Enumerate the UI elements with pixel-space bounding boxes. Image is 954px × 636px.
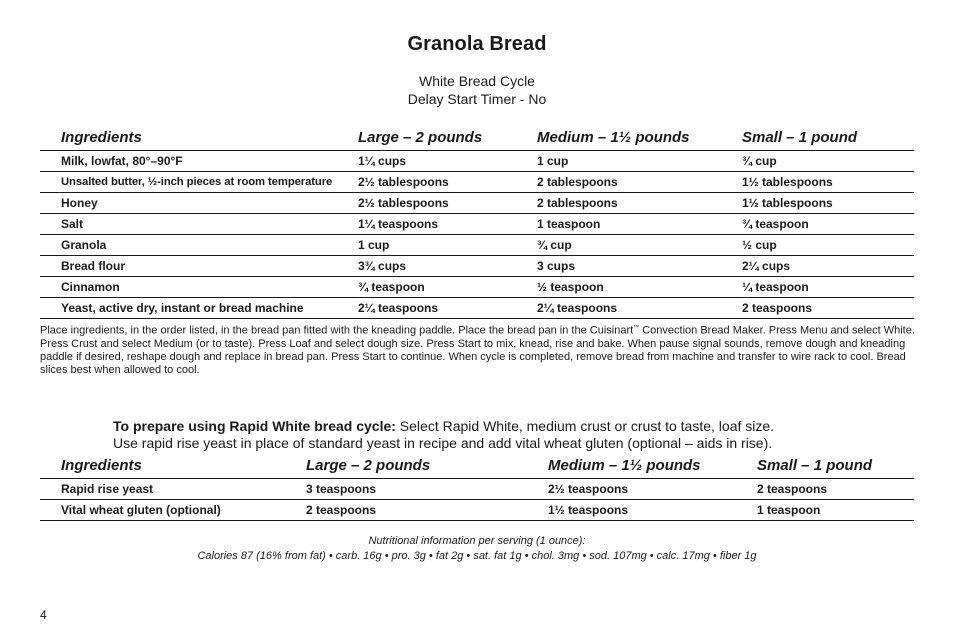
medium-amount: 1½ teaspoons xyxy=(548,500,757,521)
medium-amount: 1 teaspoon xyxy=(537,214,742,235)
page-number: 4 xyxy=(40,608,47,622)
medium-amount: ¾ cup xyxy=(537,235,742,256)
table-row xyxy=(40,151,914,172)
small-amount: ½ cup xyxy=(742,235,914,256)
header-large: Large – 2 pounds xyxy=(306,456,548,479)
header-medium: Medium – 1½ pounds xyxy=(537,128,742,151)
large-amount: ¾ teaspoon xyxy=(358,277,537,298)
rapid-line-1 xyxy=(113,418,933,435)
header-ingredients: Ingredients xyxy=(40,456,306,479)
small-amount: ¾ teaspoon xyxy=(742,214,914,235)
cycle-setting: White Bread Cycle xyxy=(419,73,535,89)
nutrition-heading: Nutritional information per serving (1 ounce): xyxy=(368,535,586,547)
ingredient-name: Granola xyxy=(40,235,358,256)
directions-text: Convection Bread Maker. Press Menu and select White. Press Crust and select Medium (or to taste). Press Loaf and select dough size. Press Start to mix, knead, rise and bake. When pause signal sounds, remove dough and kneading paddle if desired, reshape dough and replace in bread pan. Press Start to continue. When cycle is completed, remove bread from machine and transfer to wire rack to cool. Bread slices best when allowed to cool. xyxy=(40,324,915,376)
large-amount: 1 cup xyxy=(358,235,537,256)
ingredient-name: Vital wheat gluten (optional) xyxy=(40,500,306,521)
table-row xyxy=(40,298,914,319)
large-amount: 1¼ teaspoons xyxy=(358,214,537,235)
small-amount: 1½ tablespoons xyxy=(742,193,914,214)
rapid-cycle-instructions xyxy=(113,418,933,452)
header-ingredients: Ingredients xyxy=(40,128,358,151)
medium-amount: 2 tablespoons xyxy=(537,172,742,193)
rapid-line-2: Use rapid rise yeast in place of standard yeast in recipe and add vital wheat gluten (optional – aids in rise). xyxy=(113,435,773,451)
ingredient-name: Honey xyxy=(40,193,358,214)
medium-amount: 2 tablespoons xyxy=(537,193,742,214)
medium-amount: ½ teaspoon xyxy=(537,277,742,298)
large-amount: 3 teaspoons xyxy=(306,479,548,500)
large-amount: 2½ tablespoons xyxy=(358,172,537,193)
table-row xyxy=(40,172,914,193)
small-amount: 1 teaspoon xyxy=(757,500,914,521)
header-small: Small – 1 pound xyxy=(742,128,914,151)
nutrition-facts: Calories 87 (16% from fat) • carb. 16g • pro. 3g • fat 2g • sat. fat 1g • chol. 3mg • sod. 107mg • calc. 17mg • fiber 1g xyxy=(197,550,757,562)
medium-amount: 3 cups xyxy=(537,256,742,277)
rapid-lead: To prepare using Rapid White bread cycle: xyxy=(113,418,396,434)
table-header-row xyxy=(40,128,914,151)
medium-amount: 1 cup xyxy=(537,151,742,172)
trademark-symbol: ™ xyxy=(633,325,640,331)
directions-text: Place ingredients, in the order listed, in the bread pan fitted with the kneading paddle. Place the bread pan in the Cuisinart xyxy=(40,324,634,337)
ingredient-name: Unsalted butter, ½-inch pieces at room temperature xyxy=(40,172,358,193)
rapid-line-1-text: Select Rapid White, medium crust or crust to taste, loaf size. xyxy=(395,418,775,434)
ingredients-table xyxy=(40,128,914,319)
rapid-ingredients-table xyxy=(40,456,914,521)
small-amount: 2 teaspoons xyxy=(742,298,914,319)
ingredient-name: Milk, lowfat, 80°–90°F xyxy=(40,151,358,172)
table-row xyxy=(40,235,914,256)
small-amount: ¼ teaspoon xyxy=(742,277,914,298)
small-amount: 2¼ cups xyxy=(742,256,914,277)
header-medium: Medium – 1½ pounds xyxy=(548,456,757,479)
large-amount: 2¼ teaspoons xyxy=(358,298,537,319)
table-row xyxy=(40,277,914,298)
header-large: Large – 2 pounds xyxy=(358,128,537,151)
recipe-title: Granola Bread xyxy=(407,33,547,55)
header-small: Small – 1 pound xyxy=(757,456,914,479)
delay-timer-setting: Delay Start Timer - No xyxy=(407,91,547,107)
ingredient-name: Yeast, active dry, instant or bread machine xyxy=(40,298,358,319)
table-row xyxy=(40,500,914,521)
ingredient-name: Cinnamon xyxy=(40,277,358,298)
table-row xyxy=(40,193,914,214)
table-row xyxy=(40,479,914,500)
large-amount: 1¼ cups xyxy=(358,151,537,172)
ingredient-name: Rapid rise yeast xyxy=(40,479,306,500)
large-amount: 3¾ cups xyxy=(358,256,537,277)
large-amount: 2½ tablespoons xyxy=(358,193,537,214)
directions-paragraph xyxy=(40,322,920,377)
table-row xyxy=(40,256,914,277)
ingredient-name: Bread flour xyxy=(40,256,358,277)
small-amount: ¾ cup xyxy=(742,151,914,172)
ingredient-name: Salt xyxy=(40,214,358,235)
small-amount: 2 teaspoons xyxy=(757,479,914,500)
small-amount: 1½ tablespoons xyxy=(742,172,914,193)
table-header-row xyxy=(40,456,914,479)
large-amount: 2 teaspoons xyxy=(306,500,548,521)
table-row xyxy=(40,214,914,235)
medium-amount: 2¼ teaspoons xyxy=(537,298,742,319)
medium-amount: 2½ teaspoons xyxy=(548,479,757,500)
